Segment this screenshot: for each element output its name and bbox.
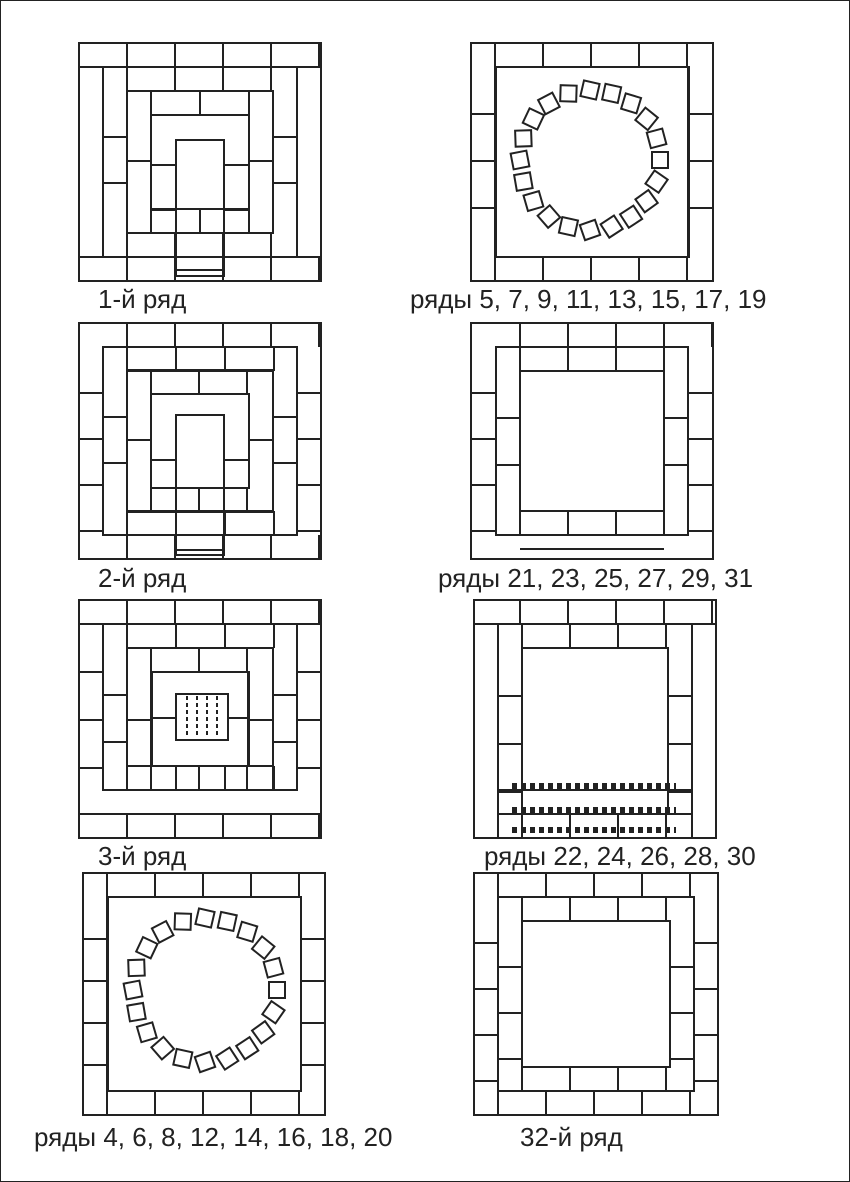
caption-rows-4-20: ряды 4, 6, 8, 12, 14, 16, 18, 20 xyxy=(34,1122,393,1152)
caption-rows-22-30: ряды 22, 24, 26, 28, 30 xyxy=(484,841,756,871)
caption-row-1: 1-й ряд xyxy=(98,284,187,314)
caption-row-32: 32-й ряд xyxy=(520,1122,623,1152)
caption-row-2: 2-й ряд xyxy=(98,563,187,593)
caption-rows-21-31: ряды 21, 23, 25, 27, 29, 31 xyxy=(438,563,754,593)
caption-row-3: 3-й ряд xyxy=(98,841,187,871)
caption-rows-5-19: ряды 5, 7, 9, 11, 13, 15, 17, 19 xyxy=(410,284,767,314)
